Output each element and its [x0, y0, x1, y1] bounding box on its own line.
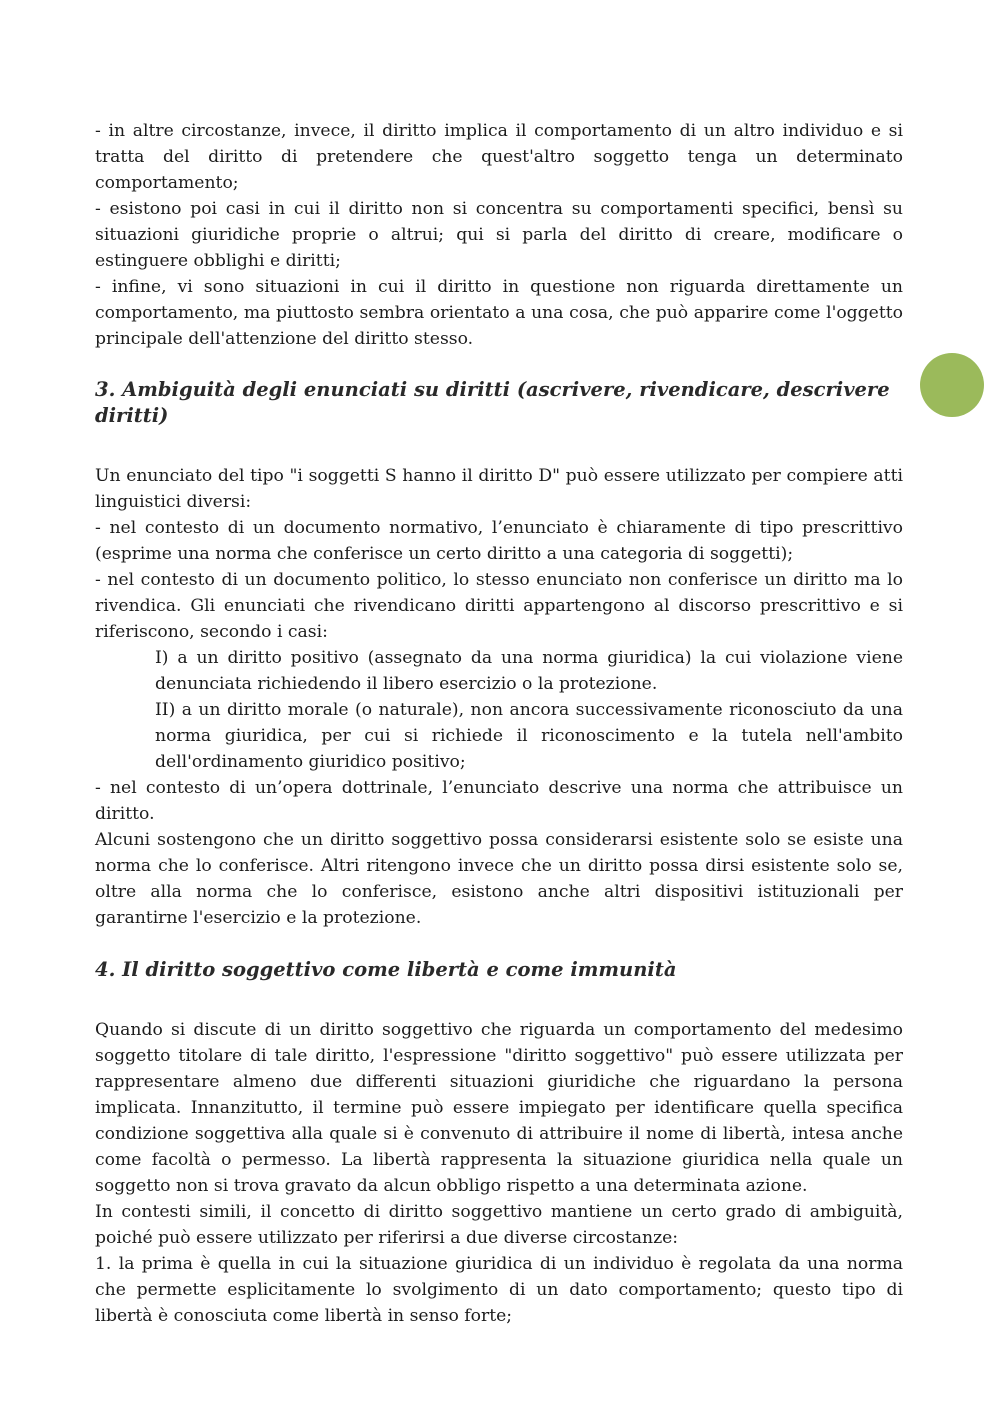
- section-4-heading: 4. Il diritto soggettivo come libertà e come immunità: [95, 958, 677, 981]
- list-item: - nel contesto di un documento normativo, l’enunciato è chiaramente di tipo prescrittivo (esprime una norma che conferisce un certo diritto a una categoria di soggetti);: [95, 518, 903, 564]
- list-item: - esistono poi casi in cui il diritto non si concentra su comportamenti specifici, bensì su situazioni giuridiche proprie o altrui; qui si parla del diritto di creare, modificare o estinguere obblighi e diritti;: [95, 199, 903, 271]
- sub-item-ii: II) a un diritto morale (o naturale), non ancora successivamente riconosciuto da una norma giuridica, per cui si richiede il riconoscimento e la tutela nell'ambito dell'ordinamento giuridico positivo;: [155, 700, 903, 772]
- section-4-paragraph: Quando si discute di un diritto soggettivo che riguarda un comportamento del medesimo soggetto titolare di tale diritto, l'espressione "diritto soggettivo" può essere utilizzata per rappresentare almeno due differenti situazioni giuridiche che riguardano la persona implicata. Innanzitutto, il termine può essere impiegato per identificare quella specifica condizione soggettiva alla quale si è convenuto di attribuire il nome di libertà, intesa anche come facoltà o permesso. La libertà rappresenta la situazione giuridica nella quale un soggetto non si trova gravato da alcun obbligo rispetto a una determinata azione.: [95, 1020, 903, 1196]
- section-4-paragraph: In contesti simili, il concetto di diritto soggettivo mantiene un certo grado di ambiguità, poiché può essere utilizzato per riferirsi a due diverse circostanze:: [95, 1202, 903, 1248]
- section-3-closing: Alcuni sostengono che un diritto soggettivo possa considerarsi esistente solo se esiste una norma che lo conferisce. Altri ritengono invece che un diritto possa dirsi esistente solo se, oltre alla norma che lo conferisce, esistono anche altri dispositivi istituzionali per garantirne l'esercizio e la protezione.: [95, 830, 903, 928]
- list-item: - nel contesto di un documento politico, lo stesso enunciato non conferisce un diritto ma lo rivendica. Gli enunciati che rivendicano diritti appartengono al discorso prescrittivo e si riferiscono, secondo i casi:: [95, 570, 903, 642]
- list-item: - in altre circostanze, invece, il diritto implica il comportamento di un altro individuo e si tratta del diritto di pretendere che quest'altro soggetto tenga un determinato comportamento;: [95, 121, 903, 193]
- document-page: [95, 118, 903, 1329]
- sub-item-i: I) a un diritto positivo (assegnato da una norma giuridica) la cui violazione viene denunciata richiedendo il libero esercizio o la protezione.: [155, 648, 903, 694]
- decorative-circle: [920, 353, 984, 417]
- section-3-heading: 3. Ambiguità degli enunciati su diritti (ascrivere, rivendicare, descrivere diritti): [95, 378, 890, 427]
- section-3-intro: Un enunciato del tipo "i soggetti S hanno il diritto D" può essere utilizzato per compiere atti linguistici diversi:: [95, 466, 903, 512]
- list-item: - nel contesto di un’opera dottrinale, l’enunciato descrive una norma che attribuisce un diritto.: [95, 778, 903, 824]
- list-item: 1. la prima è quella in cui la situazione giuridica di un individuo è regolata da una norma che permette esplicitamente lo svolgimento di un dato comportamento; questo tipo di libertà è conosciuta come libertà in senso forte;: [95, 1254, 903, 1326]
- list-item: - infine, vi sono situazioni in cui il diritto in questione non riguarda direttamente un comportamento, ma piuttosto sembra orientato a una cosa, che può apparire come l'oggetto principale dell'attenzione del diritto stesso.: [95, 277, 903, 349]
